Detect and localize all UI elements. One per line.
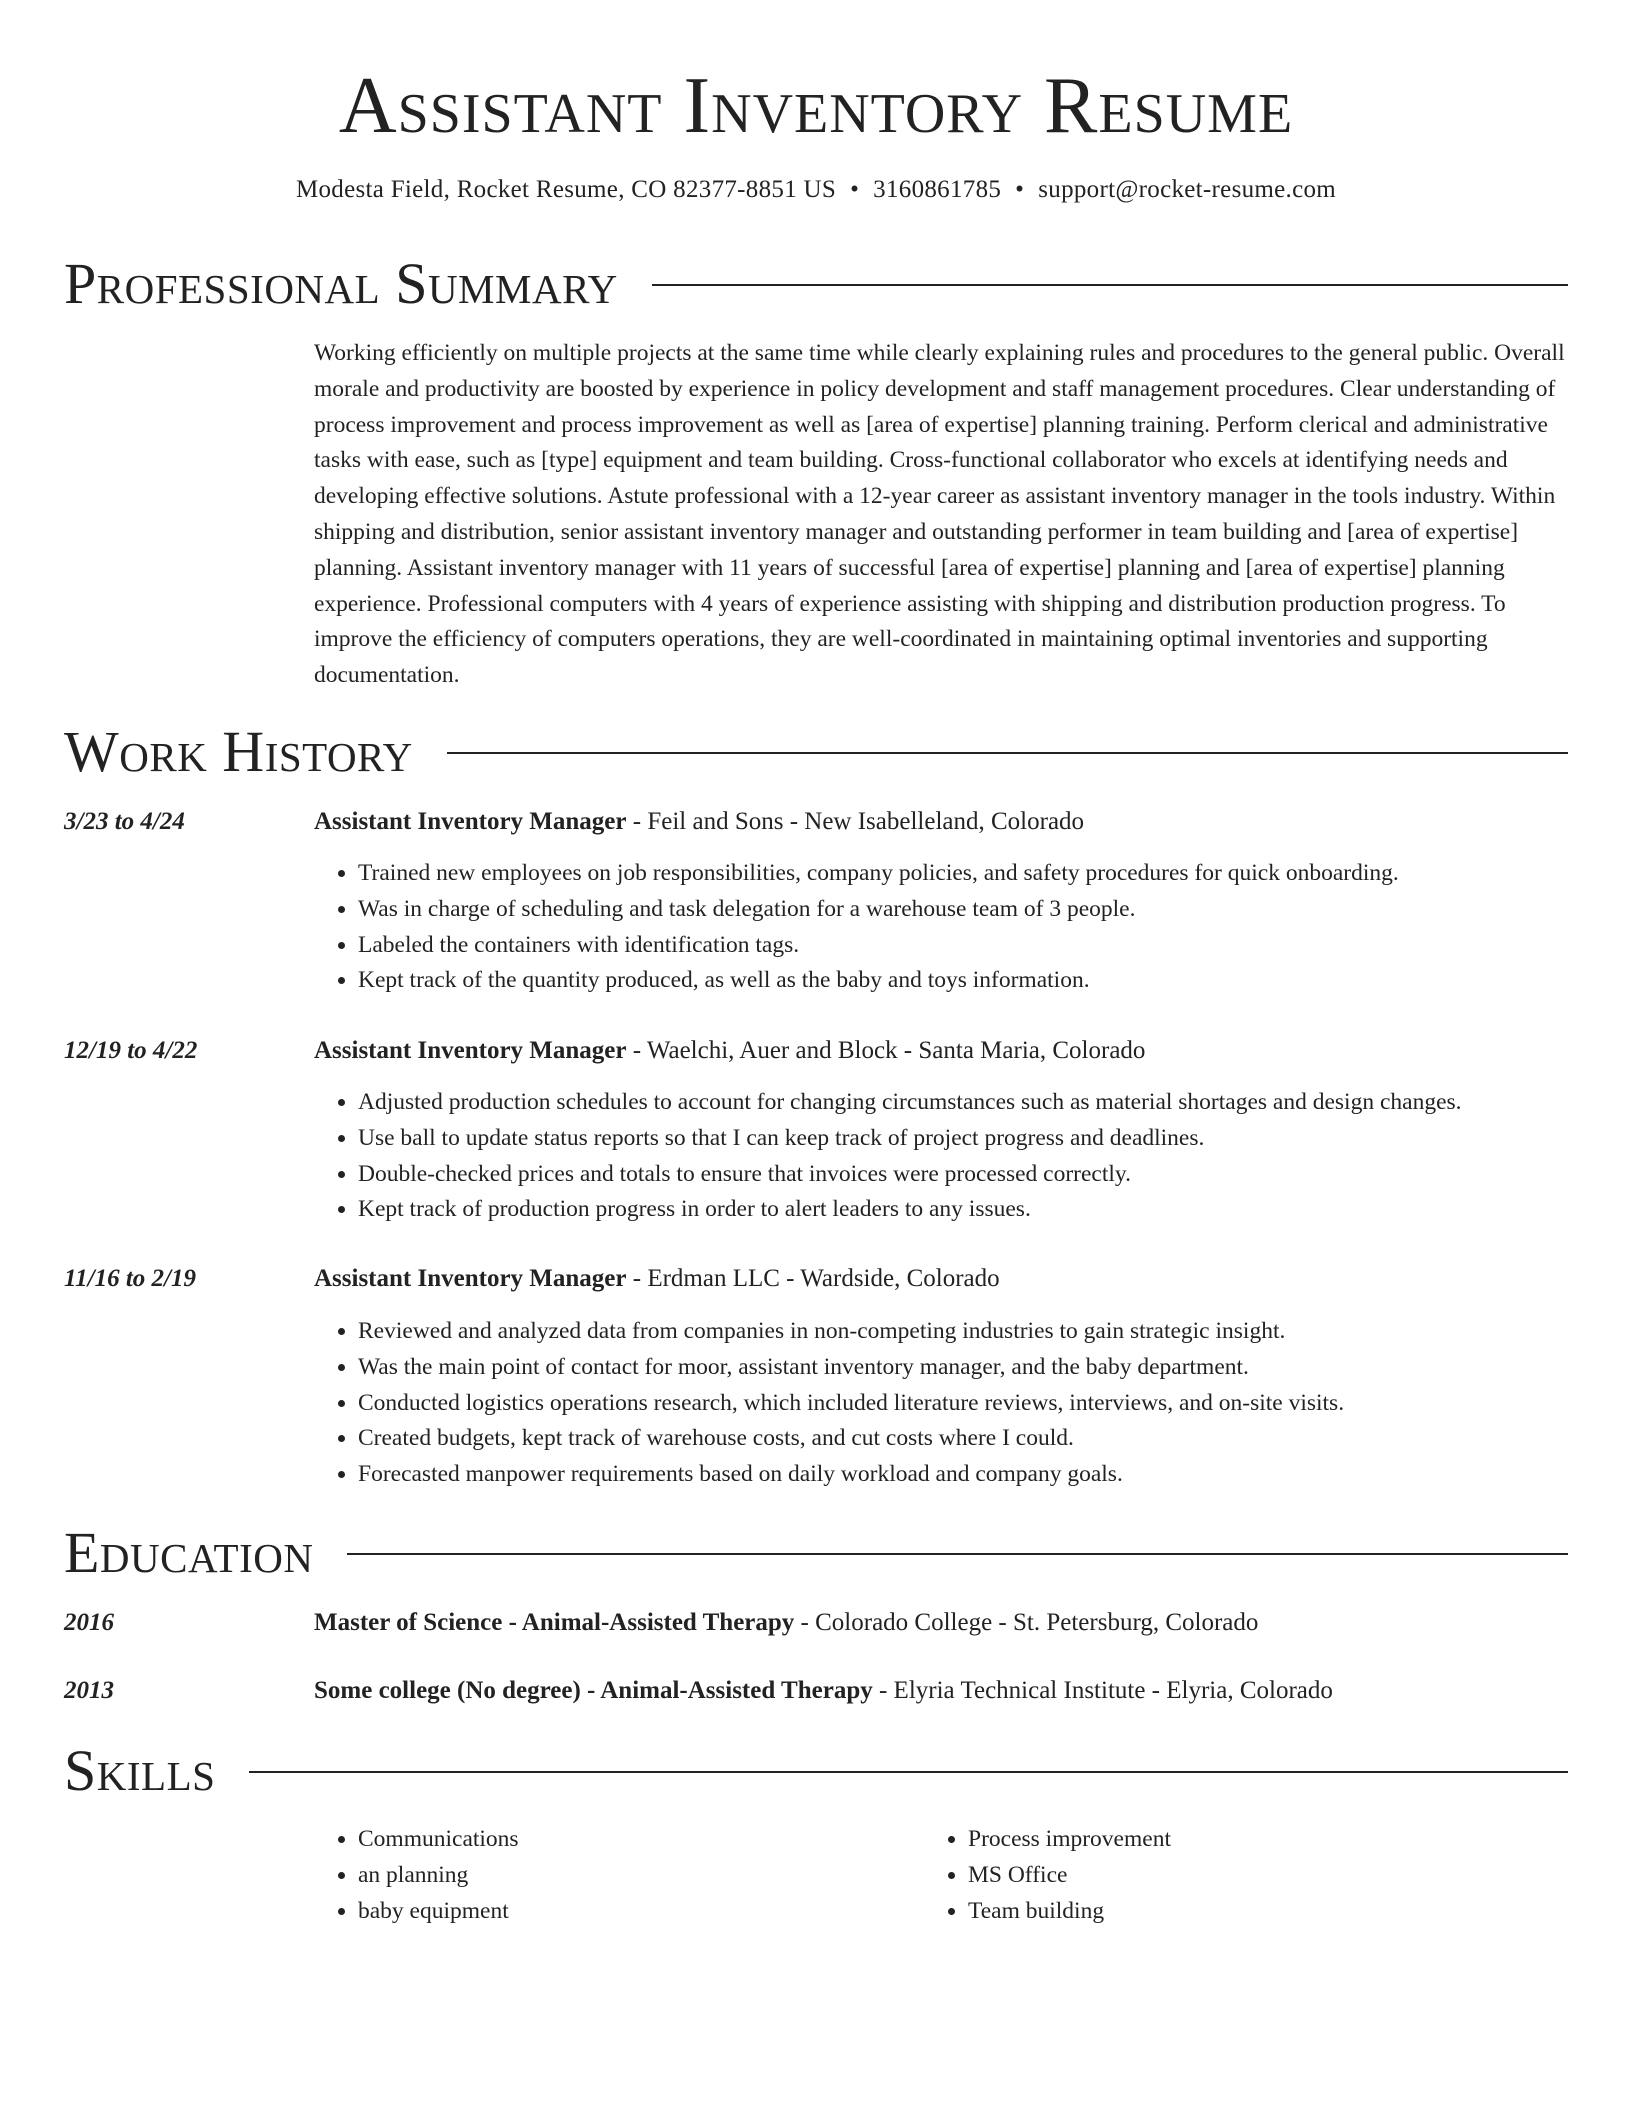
section-title-education: Education xyxy=(64,1520,314,1585)
job-bullet: • Created budgets, kept track of warehouse costs, and cut costs where I could. xyxy=(358,1421,1568,1457)
job-bullet: • Forecasted manpower requirements based on daily workload and company goals. xyxy=(358,1457,1568,1493)
job-bullet-list xyxy=(314,1085,1568,1228)
section-header-work-history xyxy=(64,712,1568,792)
education-institution: - Elyria Technical Institute - Elyria, Colorado xyxy=(872,1677,1333,1704)
education-institution: - Colorado College - St. Petersburg, Colorado xyxy=(794,1609,1259,1636)
job-bullet: • Kept track of the quantity produced, as well as the baby and toys information. xyxy=(358,963,1568,999)
section-title-work-history: Work History xyxy=(64,719,413,784)
summary-paragraph: Working efficiently on multiple projects at the same time while clearly explaining rules and procedures to the general public. Overall morale and productivity are boosted by experience in policy development and staff management procedures. Clear understanding of process improvement and process improvement as well as [area of expertise] planning training. Perform clerical and administrative tasks with ease, such as [type] equipment and team building. Cross-functional collaborator who excels at identifying needs and developing effective solutions. Astute professional with a 12-year career as assistant inventory manager in the tools industry. Within shipping and distribution, senior assistant inventory manager and outstanding performer in team building and [area of expertise] planning. Assistant inventory manager with 11 years of successful [area of expertise] planning and [area of expertise] planning experience. Professional computers with 4 years of experience assisting with shipping and distribution production progress. To improve the efficiency of computers operations, they are well-coordinated in maintaining optimal inventories and supporting documentation. xyxy=(314,340,1565,689)
job-employer: - Erdman LLC - Wardside, Colorado xyxy=(626,1265,1000,1292)
education-degree: Master of Science - Animal-Assisted Therapy xyxy=(314,1609,795,1636)
job-dates: 3/23 to 4/24 xyxy=(64,808,185,835)
job-bullet: • Double-checked prices and totals to ensure that invoices were processed correctly. xyxy=(358,1157,1568,1193)
section-title-summary: Professional Summary xyxy=(64,251,618,316)
job-heading xyxy=(314,804,1568,840)
skills-list-left xyxy=(314,1822,918,1929)
job-bullet: • Was in charge of scheduling and task delegation for a warehouse team of 3 people. xyxy=(358,892,1568,928)
job-bullet: • Kept track of production progress in order to alert leaders to any issues. xyxy=(358,1192,1568,1228)
contact-separator: • xyxy=(850,176,860,203)
job-bullet-list xyxy=(314,856,1568,999)
job-title: Assistant Inventory Manager xyxy=(314,1265,627,1292)
job-dates: 11/16 to 2/19 xyxy=(64,1265,196,1292)
job-heading xyxy=(314,1033,1568,1069)
contact-separator: • xyxy=(1015,176,1025,203)
section-header-skills xyxy=(64,1731,1568,1811)
job-bullet-list xyxy=(314,1314,1568,1493)
section-header-education xyxy=(64,1513,1568,1593)
job-bullet: • Conducted logistics operations research, which included literature reviews, interviews, and on-site visits. xyxy=(358,1386,1568,1422)
job-heading xyxy=(314,1261,1568,1297)
skill-item: • Communications xyxy=(358,1822,918,1858)
job-bullet: • Labeled the containers with identification tags. xyxy=(358,928,1568,964)
job-bullet: • Reviewed and analyzed data from companies in non-competing industries to gain strategic insight. xyxy=(358,1314,1568,1350)
contact-email: support@rocket-resume.com xyxy=(1038,176,1337,203)
section-title-skills: Skills xyxy=(64,1738,216,1803)
job-dates: 12/19 to 4/22 xyxy=(64,1037,198,1064)
contact-phone: 3160861785 xyxy=(873,176,1002,203)
job-bullet: • Was the main point of contact for moor, assistant inventory manager, and the baby department. xyxy=(358,1350,1568,1386)
contact-line xyxy=(0,172,1632,208)
skill-item: • Team building xyxy=(968,1894,1528,1930)
section-header-summary xyxy=(64,244,1568,324)
skill-item: • Process improvement xyxy=(968,1822,1528,1858)
job-title: Assistant Inventory Manager xyxy=(314,1037,627,1064)
contact-address: Modesta Field, Rocket Resume, CO 82377-8851 US xyxy=(295,176,837,203)
education-entry xyxy=(314,1605,1568,1641)
education-year: 2016 xyxy=(64,1609,114,1636)
skill-item: • MS Office xyxy=(968,1858,1528,1894)
skill-item: • baby equipment xyxy=(358,1894,918,1930)
section-divider xyxy=(652,284,1568,286)
job-employer: - Feil and Sons - New Isabelleland, Colorado xyxy=(626,808,1085,835)
job-title: Assistant Inventory Manager xyxy=(314,808,627,835)
job-employer: - Waelchi, Auer and Block - Santa Maria, Colorado xyxy=(626,1037,1146,1064)
education-year: 2013 xyxy=(64,1677,114,1704)
skills-list-right xyxy=(924,1822,1528,1929)
skill-item: • an planning xyxy=(358,1858,918,1894)
job-bullet: • Use ball to update status reports so that I can keep track of project progress and deadlines. xyxy=(358,1121,1568,1157)
education-degree: Some college (No degree) - Animal-Assisted Therapy xyxy=(314,1677,873,1704)
job-bullet: • Trained new employees on job responsibilities, company policies, and safety procedures for quick onboarding. xyxy=(358,856,1568,892)
section-divider xyxy=(249,1771,1568,1773)
section-divider xyxy=(347,1553,1568,1555)
education-entry xyxy=(314,1673,1568,1709)
section-divider xyxy=(447,752,1568,754)
job-bullet: • Adjusted production schedules to account for changing circumstances such as material shortages and design changes. xyxy=(358,1085,1568,1121)
resume-title: Assistant Inventory Resume xyxy=(338,62,1294,150)
